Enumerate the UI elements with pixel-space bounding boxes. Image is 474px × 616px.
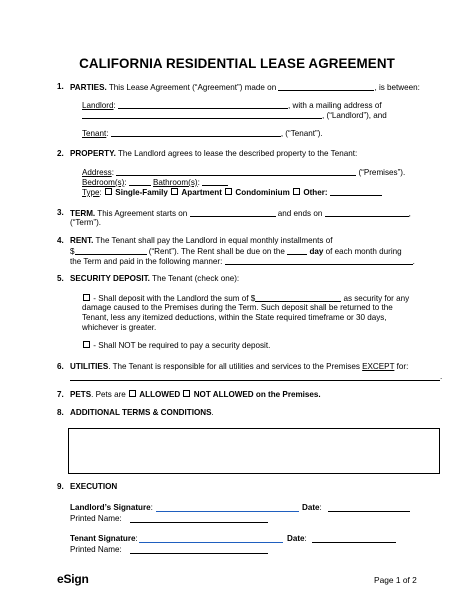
landlord-address-field[interactable]	[82, 110, 322, 119]
deposit-option-2-text: - Shall NOT be required to pay a security deposit.	[91, 341, 271, 350]
landlord-signature-label: Landlord’s Signature	[70, 503, 151, 512]
section-8-heading: ADDITIONAL TERMS & CONDITIONS	[70, 408, 212, 417]
tenant-name-field[interactable]	[111, 128, 281, 137]
term-end-text: and ends on	[275, 209, 325, 218]
landlord-signature-row: Landlord’s Signature:	[70, 503, 153, 512]
rent-due-day-field[interactable]	[287, 246, 307, 255]
section-5-heading: SECURITY DEPOSIT.	[70, 274, 150, 283]
section-7-heading: PETS	[70, 390, 92, 399]
tenant-end-text: , (“Tenant”).	[280, 129, 323, 138]
landlord-printed-name-label: Printed Name:	[70, 514, 122, 523]
apartment-label: Apartment	[181, 188, 222, 197]
section-3-heading: TERM.	[70, 209, 96, 218]
section-1-text-end: , is between:	[374, 83, 420, 92]
rent-line-3: the Term and paid in the following manner: .	[70, 257, 415, 266]
section-2-heading: PROPERTY.	[70, 149, 116, 158]
tenant-date-field[interactable]	[312, 542, 396, 543]
section-3-number: 3.	[57, 208, 64, 217]
section-1-text: This Lease Agreement (“Agreement”) made on	[106, 83, 279, 92]
pets-not-allowed-label: NOT ALLOWED on the Premises.	[193, 390, 321, 399]
term-comma: ,	[408, 209, 411, 218]
tenant-date-label: Date	[287, 534, 305, 543]
rent-manner-text: the Term and paid in the following manner:	[70, 257, 225, 266]
additional-terms-textarea[interactable]	[68, 428, 440, 474]
term-start-text: This Agreement starts on	[95, 209, 190, 218]
deposit-amount-field[interactable]	[255, 293, 341, 302]
other-checkbox[interactable]	[293, 188, 300, 195]
rent-payment-method-field[interactable]	[225, 256, 413, 265]
type-label: Type	[82, 188, 100, 197]
deposit-option-2-line	[82, 341, 270, 351]
section-6-heading: UTILITIES	[70, 362, 109, 371]
single-family-label: Single-Family	[115, 188, 168, 197]
security-deposit-line	[70, 274, 239, 284]
term-line	[70, 208, 411, 219]
bedrooms-label: Bedroom(s)	[82, 178, 125, 187]
deposit-required-checkbox[interactable]	[83, 294, 90, 301]
other-type-field[interactable]	[330, 187, 382, 196]
condominium-checkbox[interactable]	[225, 188, 232, 195]
pets-not-allowed-checkbox[interactable]	[183, 390, 190, 397]
single-family-checkbox[interactable]	[105, 188, 112, 195]
deposit-option-1-line-2: damage caused to the Premises during the Term. Such deposit shall be returned to the	[82, 303, 393, 312]
esign-logo: eSign	[57, 572, 89, 586]
section-9-number: 9.	[57, 482, 64, 491]
landlord-printed-name-field[interactable]	[130, 522, 268, 523]
execution-line	[70, 482, 117, 492]
section-9-heading: EXECUTION	[70, 482, 118, 491]
pets-line	[70, 390, 321, 400]
tenant-line: Tenant: , (“Tenant”).	[82, 129, 323, 138]
deposit-option-1-text-b: as security for any	[341, 294, 410, 303]
bathrooms-label: Bathroom(s)	[153, 178, 198, 187]
section-2-property-line	[70, 149, 357, 159]
section-1-parties-line	[70, 82, 420, 93]
property-address-field[interactable]	[116, 167, 356, 176]
rent-amount-field[interactable]	[75, 246, 147, 255]
other-label: Other	[303, 188, 325, 197]
section-8-number: 8.	[57, 408, 64, 417]
landlord-address-line	[82, 110, 387, 121]
section-7-number: 7.	[57, 390, 64, 399]
additional-terms-line	[70, 408, 214, 418]
landlord-line: Landlord: , with a mailing address of	[82, 101, 382, 110]
rent-text-1: The Tenant shall pay the Landlord in equal monthly installments of	[93, 236, 333, 245]
section-1-number: 1.	[57, 82, 64, 91]
pets-allowed-label: ALLOWED	[139, 390, 181, 399]
landlord-name-field[interactable]	[118, 100, 288, 109]
tenant-signature-row: Tenant Signature:	[70, 534, 138, 543]
section-4-heading: RENT.	[70, 236, 94, 245]
tenant-printed-name-label: Printed Name:	[70, 545, 122, 554]
utilities-line	[70, 362, 408, 372]
address-label: Address	[82, 168, 112, 177]
section-6-number: 6.	[57, 362, 64, 371]
utilities-text: . The Tenant is responsible for all utilities and services to the Premises	[108, 362, 363, 371]
tenant-label: Tenant	[82, 129, 107, 138]
property-type-line: Type: Single-Family Apartment Condominium Other:	[82, 187, 382, 198]
landlord-date-label: Date	[302, 503, 320, 512]
landlord-date-row: Date:	[302, 503, 322, 512]
rent-text-3: of each month during	[323, 247, 402, 256]
term-label-line: (“Term”).	[70, 218, 102, 227]
agreement-date-field[interactable]	[278, 82, 374, 91]
tenant-signature-field[interactable]	[139, 542, 283, 543]
document-title: CALIFORNIA RESIDENTIAL LEASE AGREEMENT	[79, 56, 395, 71]
rent-dollar-sign: $	[70, 247, 75, 256]
utilities-period: .	[440, 372, 443, 381]
tenant-date-row: Date:	[287, 534, 307, 543]
tenant-signature-label: Tenant Signature	[70, 534, 136, 543]
utilities-except: EXCEPT	[362, 362, 395, 371]
section-5-text: The Tenant (check one):	[149, 274, 240, 283]
term-end-field[interactable]	[325, 208, 409, 217]
tenant-printed-name-field[interactable]	[130, 553, 268, 554]
deposit-option-1-line-3: Tenant, less any itemized deductions, within the State required timeframe or 30 days,	[82, 313, 387, 322]
rent-day-label: day	[309, 247, 324, 256]
condominium-label: Condominium	[235, 188, 290, 197]
section-4-number: 4.	[57, 236, 64, 245]
utilities-exceptions-field[interactable]	[70, 380, 440, 381]
apartment-checkbox[interactable]	[171, 188, 178, 195]
section-1-heading: PARTIES.	[70, 83, 107, 92]
landlord-signature-field[interactable]	[156, 511, 299, 512]
rooms-line: Bedroom(s): Bathroom(s):	[82, 177, 228, 188]
section-8-period: .	[211, 408, 214, 417]
deposit-not-required-checkbox[interactable]	[83, 341, 90, 348]
landlord-mailing-text: , with a mailing address of	[288, 101, 382, 110]
deposit-option-1-text: - Shall deposit with the Landlord the sum of $	[91, 294, 256, 303]
pets-text: . Pets are	[91, 390, 129, 399]
landlord-end-text: , (“Landlord”), and	[322, 111, 387, 120]
landlord-date-field[interactable]	[328, 511, 410, 512]
section-2-number: 2.	[57, 149, 64, 158]
section-5-number: 5.	[57, 274, 64, 283]
rent-line-1	[70, 236, 332, 246]
rent-text-2: (“Rent”). The Rent shall be due on the	[146, 247, 288, 256]
page-number: Page 1 of 2	[374, 575, 417, 585]
utilities-end: for:	[394, 362, 409, 371]
premises-text: (“Premises”).	[358, 168, 406, 177]
landlord-label: Landlord	[82, 101, 114, 110]
deposit-option-1-line-4: whichever is greater.	[82, 323, 157, 332]
section-2-text: The Landlord agrees to lease the described property to the Tenant:	[115, 149, 358, 158]
address-line: Address: (“Premises”).	[82, 168, 406, 177]
bathrooms-field[interactable]	[202, 177, 228, 186]
term-start-field[interactable]	[190, 208, 276, 217]
bedrooms-field[interactable]	[129, 177, 151, 186]
pets-allowed-checkbox[interactable]	[129, 390, 136, 397]
